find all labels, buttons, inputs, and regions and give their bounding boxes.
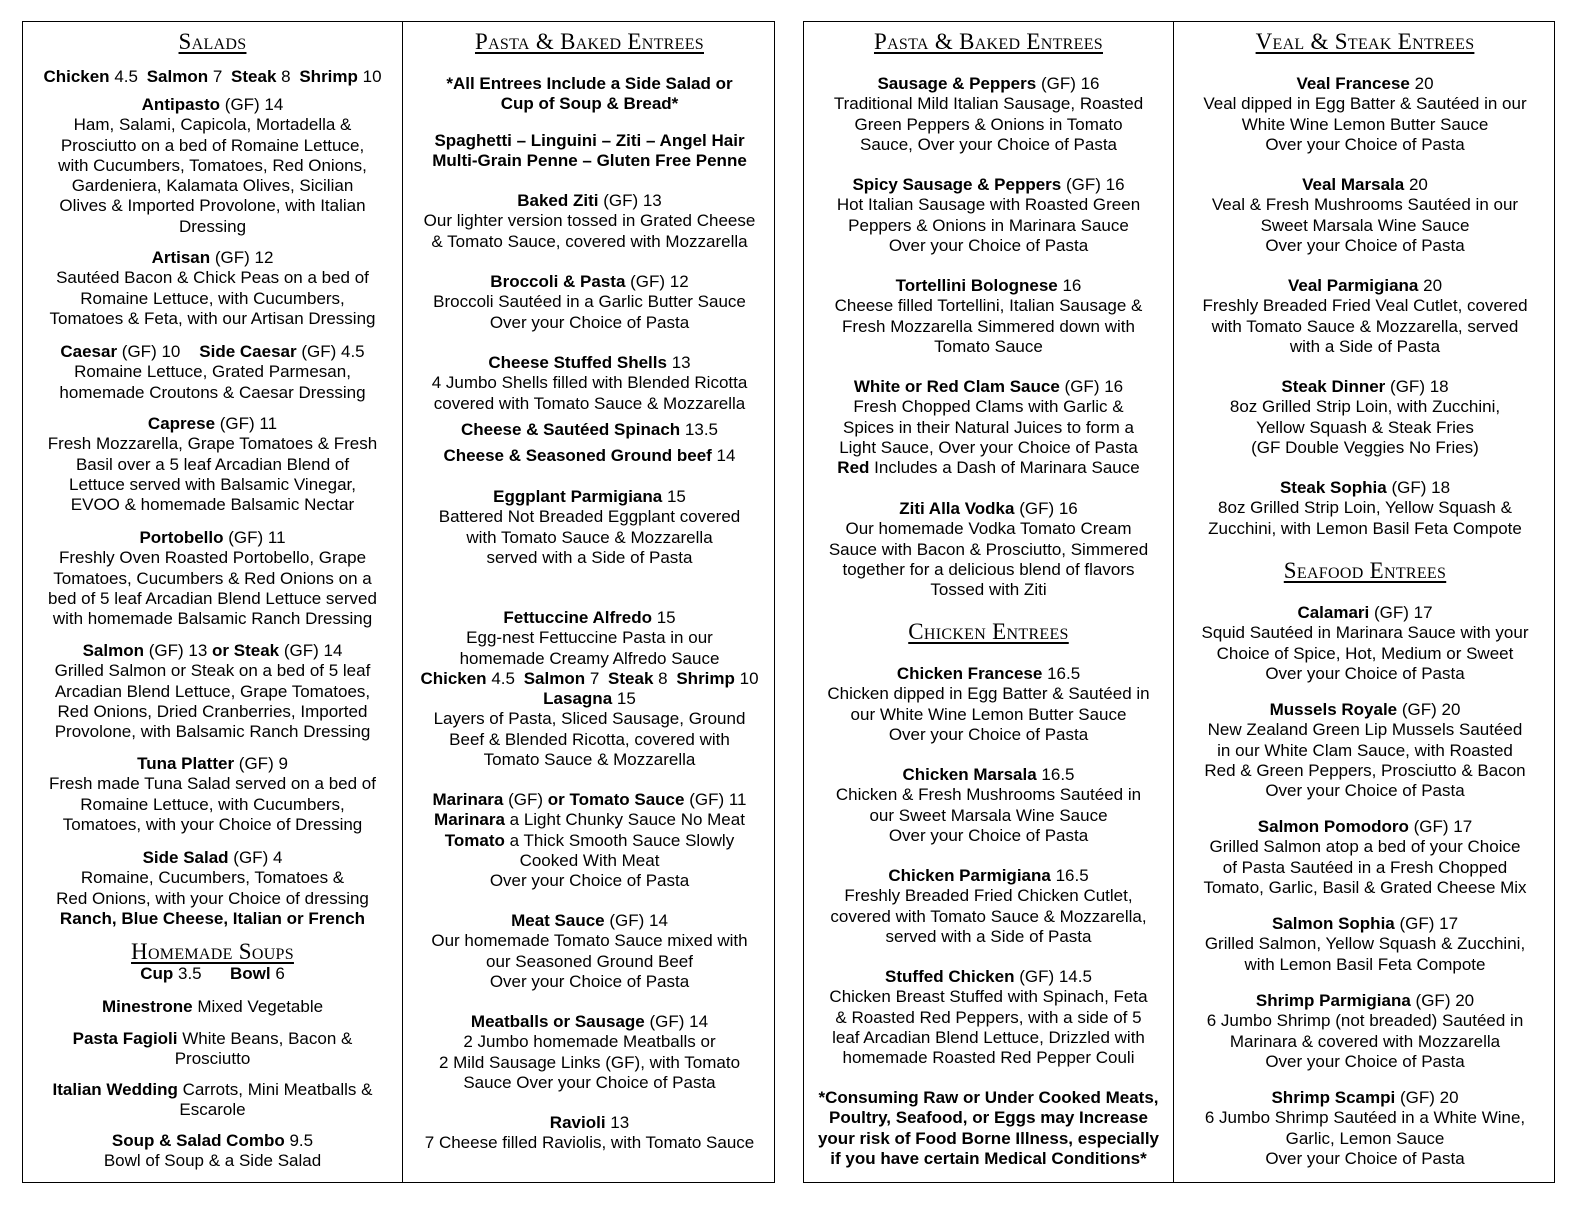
menu-item-salmon-steak-salad: Salmon (GF) 13 or Steak (GF) 14 Grilled Salmon or Steak on a bed of 5 leaf Arcadian Blend Lettuce, Grape Tomatoes, Red Onions, Dried Cranberries, Imported Provolone, with Balsamic Ranch Dressing bbox=[54, 641, 371, 742]
food-safety-warning: *Consuming Raw or Under Cooked Meats, Poultry, Seafood, or Eggs may Increase your risk of Food Borne Illness, especially if you have certain Medical Conditions* bbox=[817, 1088, 1160, 1168]
veal-heading: Veal & Steak Entrees bbox=[1255, 29, 1475, 54]
menu-item-cheese-spinach: Cheese & Sautéed Spinach 13.5 bbox=[460, 420, 718, 439]
menu-item-steak-dinner: Steak Dinner (GF) 18 8oz Grilled Strip Loin, with Zucchini, Yellow Squash & Steak Fries (GF Double Veggies No Fries) bbox=[1229, 377, 1501, 457]
menu-item-portobello: Portobello (GF) 11 Freshly Oven Roasted Portobello, Grape Tomatoes, Cucumbers & Red Onions on a bed of 5 leaf Arcadian Blend Lettuce served with homemade Balsamic Ranch Dressing bbox=[48, 528, 377, 629]
pasta-shapes: Spaghetti – Linguini – Ziti – Angel Hair Multi-Grain Penne – Gluten Free Penne bbox=[432, 131, 747, 171]
menu-item-caprese: Caprese (GF) 11 Fresh Mozzarella, Grape Tomatoes & Fresh Basil over a 5 leaf Arcadian Blend of Lettuce served with Balsamic Vinegar, EVOO & homemade Balsamic Nectar bbox=[47, 414, 378, 515]
menu-item-ravioli: Ravioli 13 7 Cheese filled Raviolis, with Tomato Sauce bbox=[424, 1113, 755, 1153]
menu-item-veal-francese: Veal Francese 20 Veal dipped in Egg Batter & Sautéed in our White Wine Lemon Butter Sauce Over your Choice of Pasta bbox=[1203, 74, 1527, 154]
salad-addons: Chicken 4.5 Salmon 7 Steak 8 Shrimp 10 bbox=[43, 67, 382, 86]
menu-item-mussels-royale: Mussels Royale (GF) 20 New Zealand Green Lip Mussels Sautéed in our White Clam Sauce, with Roasted Red & Green Peppers, Prosciutto & Bacon Over your Choice of Pasta bbox=[1204, 700, 1526, 801]
pasta-heading-2: Pasta & Baked Entrees bbox=[873, 29, 1103, 54]
menu-item-salmon-sophia: Salmon Sophia (GF) 17 Grilled Salmon, Yellow Squash & Zucchini, with Lemon Basil Feta Compote bbox=[1204, 914, 1526, 974]
menu-item-calamari: Calamari (GF) 17 Squid Sautéed in Marinara Sauce with your Choice of Spice, Hot, Medium or Sweet Over your Choice of Pasta bbox=[1201, 603, 1529, 683]
menu-item-ziti-alla-vodka: Ziti Alla Vodka (GF) 16 Our homemade Vodka Tomato Cream Sauce with Bacon & Prosciutto, Simmered together for a delicious blend of flavors Tossed with Ziti bbox=[828, 499, 1149, 600]
pasta-chicken-column bbox=[804, 22, 1174, 1182]
menu-item-artisan: Artisan (GF) 12 Sautéed Bacon & Chick Peas on a bed of Romaine Lettuce, with Cucumbers, Tomatoes & Feta, with our Artisan Dressing bbox=[49, 248, 376, 328]
menu-item-stuffed-shells: Cheese Stuffed Shells 13 4 Jumbo Shells filled with Blended Ricotta covered with Tomato Sauce & Mozzarella bbox=[431, 353, 748, 413]
menu-item-salmon-pomodoro: Salmon Pomodoro (GF) 17 Grilled Salmon atop a bed of your Choice of Pasta Sautéed in a Fresh Chopped Tomato, Garlic, Basil & Grated Cheese Mix bbox=[1203, 817, 1527, 897]
menu-item-steak-sophia: Steak Sophia (GF) 18 8oz Grilled Strip Loin, Yellow Squash & Zucchini, with Lemon Basil Feta Compote bbox=[1208, 478, 1522, 538]
pasta-column-1 bbox=[403, 22, 776, 1182]
soups-heading: Homemade Soups bbox=[131, 939, 294, 964]
menu-item-caesar: Caesar (GF) 10 Side Caesar (GF) 4.5 Romaine Lettuce, Grated Parmesan, homemade Croutons & Caesar Dressing bbox=[59, 342, 366, 402]
salads-heading: Salads bbox=[178, 29, 247, 54]
soup-sizes: Cup 3.5 Bowl 6 bbox=[140, 964, 285, 983]
menu-item-spicy-sausage-peppers: Spicy Sausage & Peppers (GF) 16 Hot Italian Sausage with Roasted Green Peppers & Onions in Marinara Sauce Over your Choice of Pasta bbox=[836, 175, 1141, 255]
menu-item-tortellini-bolognese: Tortellini Bolognese 16 Cheese filled Tortellini, Italian Sausage & Fresh Mozzarella Simmered down with Tomato Sauce bbox=[834, 276, 1143, 356]
menu-item-italian-wedding: Italian Wedding Carrots, Mini Meatballs & Escarole bbox=[52, 1080, 373, 1120]
pasta-heading-1: Pasta & Baked Entrees bbox=[474, 29, 704, 54]
menu-item-chicken-francese: Chicken Francese 16.5 Chicken dipped in Egg Batter & Sautéed in our White Wine Lemon Butter Sauce Over your Choice of Pasta bbox=[827, 664, 1150, 744]
menu-item-minestrone: Minestrone Mixed Vegetable bbox=[101, 997, 324, 1016]
menu-item-pasta-fagioli: Pasta Fagioli White Beans, Bacon & Prosciutto bbox=[72, 1029, 353, 1069]
menu-item-stuffed-chicken: Stuffed Chicken (GF) 14.5 Chicken Breast Stuffed with Spinach, Feta & Roasted Red Peppers, with a side of 5 leaf Arcadian Blend Lettuce, Drizzled with homemade Roasted Red Pepper Couli bbox=[829, 967, 1148, 1068]
menu-item-meat-sauce: Meat Sauce (GF) 14 Our homemade Tomato Sauce mixed with our Seasoned Ground Beef Over your Choice of Pasta bbox=[431, 911, 748, 991]
menu-item-side-salad: Side Salad (GF) 4 Romaine, Cucumbers, Tomatoes & Red Onions, with your Choice of dressing Ranch, Blue Cheese, Italian or French bbox=[56, 848, 369, 928]
menu-item-veal-parmigiana: Veal Parmigiana 20 Freshly Breaded Fried Veal Cutlet, covered with Tomato Sauce & Mozzarella, served with a Side of Pasta bbox=[1202, 276, 1528, 356]
menu-item-marinara-tomato: Marinara (GF) or Tomato Sauce (GF) 11 Marinara a Light Chunky Sauce No Meat Tomato a Thick Smooth Sauce Slowly Cooked With Meat Over your Choice of Pasta bbox=[432, 790, 747, 891]
menu-item-chicken-marsala: Chicken Marsala 16.5 Chicken & Fresh Mushrooms Sautéed in our Sweet Marsala Wine Sauce Over your Choice of Pasta bbox=[835, 765, 1142, 845]
menu-item-fettuccine-alfredo: Fettuccine Alfredo 15 Egg-nest Fettuccine Pasta in our homemade Creamy Alfredo Sauce Chicken 4.5 Salmon 7 Steak 8 Shrimp 10 bbox=[420, 608, 759, 688]
entree-note: *All Entrees Include a Side Salad or Cup of Soup & Bread* bbox=[446, 74, 733, 114]
menu-item-shrimp-scampi: Shrimp Scampi (GF) 20 6 Jumbo Shrimp Sautéed in a White Wine, Garlic, Lemon Sauce Over your Choice of Pasta bbox=[1204, 1088, 1526, 1168]
menu-panel-left bbox=[22, 21, 775, 1183]
menu-item-cheese-beef: Cheese & Seasoned Ground beef 14 bbox=[443, 446, 736, 465]
menu-item-baked-ziti: Baked Ziti (GF) 13 Our lighter version tossed in Grated Cheese & Tomato Sauce, covered with Mozzarella bbox=[423, 191, 756, 251]
menu-item-clam-sauce: White or Red Clam Sauce (GF) 16 Fresh Chopped Clams with Garlic & Spices in their Natural Juices to form a Light Sauce, Over your Choice of Pasta Red Includes a Dash of Marinara Sauce bbox=[837, 377, 1140, 478]
menu-item-eggplant-parmigiana: Eggplant Parmigiana 15 Battered Not Breaded Eggplant covered with Tomato Sauce & Mozzarella served with a Side of Pasta bbox=[438, 487, 741, 567]
menu-item-meatballs-sausage: Meatballs or Sausage (GF) 14 2 Jumbo homemade Meatballs or 2 Mild Sausage Links (GF), with Tomato Sauce Over your Choice of Pasta bbox=[438, 1012, 741, 1092]
menu-panel-right bbox=[803, 21, 1555, 1183]
menu-item-shrimp-parmigiana: Shrimp Parmigiana (GF) 20 6 Jumbo Shrimp (not breaded) Sautéed in Marinara & covered with Mozzarella Over your Choice of Pasta bbox=[1206, 991, 1524, 1071]
menu-item-broccoli-pasta: Broccoli & Pasta (GF) 12 Broccoli Sautéed in a Garlic Butter Sauce Over your Choice of Pasta bbox=[433, 272, 746, 332]
menu-item-veal-marsala: Veal Marsala 20 Veal & Fresh Mushrooms Sautéed in our Sweet Marsala Wine Sauce Over your Choice of Pasta bbox=[1211, 175, 1519, 255]
chicken-heading: Chicken Entrees bbox=[908, 619, 1069, 644]
veal-seafood-column bbox=[1174, 22, 1556, 1182]
menu-item-tuna-platter: Tuna Platter (GF) 9 Fresh made Tuna Salad served on a bed of Romaine Lettuce, with Cucumbers, Tomatoes, with your Choice of Dressing bbox=[49, 754, 376, 834]
menu-item-chicken-parmigiana: Chicken Parmigiana 16.5 Freshly Breaded Fried Chicken Cutlet, covered with Tomato Sauce & Mozzarella, served with a Side of Pasta bbox=[830, 866, 1147, 946]
seafood-heading: Seafood Entrees bbox=[1283, 558, 1447, 583]
salads-soups-column bbox=[23, 22, 403, 1182]
menu-item-sausage-peppers: Sausage & Peppers (GF) 16 Traditional Mild Italian Sausage, Roasted Green Peppers & Onions in Tomato Sauce, Over your Choice of Pasta bbox=[833, 74, 1144, 154]
menu-item-soup-salad-combo: Soup & Salad Combo 9.5 Bowl of Soup & a Side Salad bbox=[103, 1131, 322, 1171]
menu-item-antipasto: Antipasto (GF) 14 Ham, Salami, Capicola, Mortadella & Prosciutto on a bed of Romaine Lettuce, with Cucumbers, Tomatoes, Red Onions, Gardeniera, Kalamata Olives, Sicilian Olives & Imported Provolone, with Italian Dressing bbox=[58, 95, 367, 236]
menu-item-lasagna: Lasagna 15 Layers of Pasta, Sliced Sausage, Ground Beef & Blended Ricotta, covered with Tomato Sauce & Mozzarella bbox=[433, 689, 746, 769]
